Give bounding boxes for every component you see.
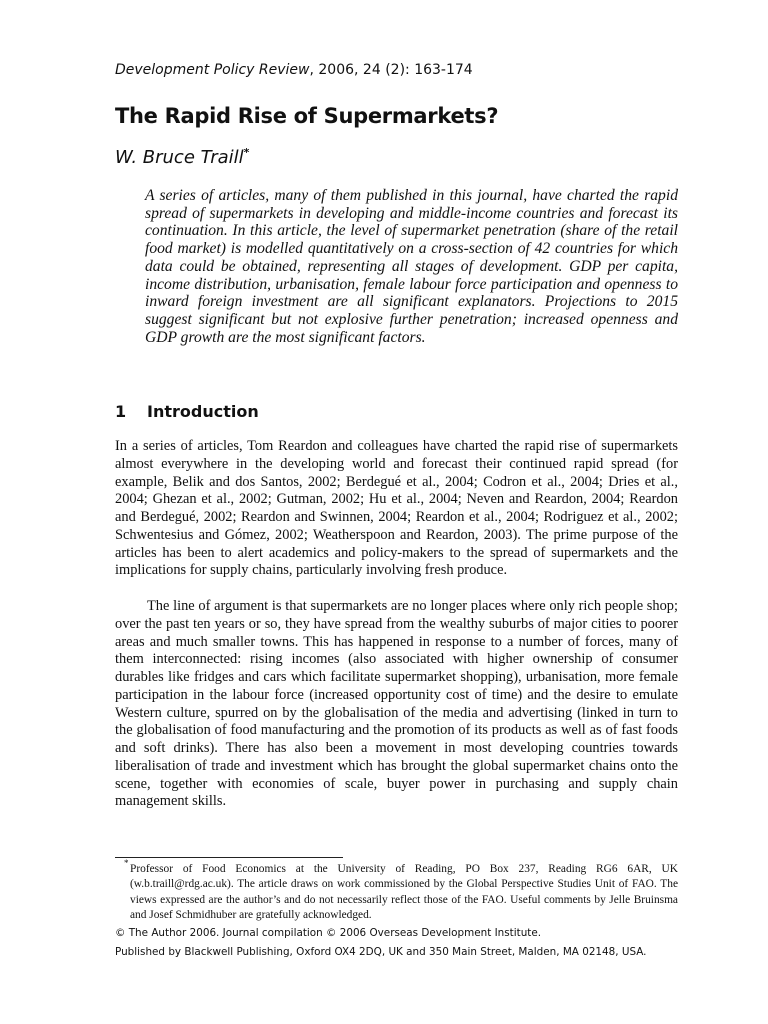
section-heading: [115, 402, 259, 421]
author-footnote-marker: *: [243, 146, 250, 159]
publisher-line: Published by Blackwell Publishing, Oxford OX4 2DQ, UK and 350 Main Street, Malden, MA 02148, USA.: [115, 946, 647, 958]
section-title: Introduction: [147, 402, 259, 421]
paragraph-1: In a series of articles, Tom Reardon and colleagues have charted the rapid rise of supermarkets almost everywhere in the developing world and forecast their continued rapid spread (for example, Belik and dos Santos, 2002; Berdegué et al., 2004; Codron et al., 2004; Dries et al., 2004; Ghezan et al., 2002; Gutman, 2002; Hu et al., 2004; Neven and Reardon, 2004; Reardon and Berdegué, 2002; Reardon and Swinnen, 2004; Reardon et al., 2004; Rodriguez et al., 2002; Schwentesius and Gómez, 2002; Weatherspoon and Reardon, 2003). The prime purpose of the articles has been to alert academics and policy-makers to the spread of supermarkets and the implications for supply chains, particularly involving fresh produce.: [115, 438, 678, 579]
copyright-line: © The Author 2006. Journal compilation © 2006 Overseas Development Institute.: [115, 927, 542, 939]
footnote-divider: [115, 857, 343, 858]
footnote-marker: *: [124, 858, 129, 868]
footnote-text: Professor of Food Economics at the University of Reading, PO Box 237, Reading RG6 6AR, UK (w.b.traill@rdg.ac.uk). The article draws on work commissioned by the Global Perspective Studies Unit of FAO. The views expressed are the author’s and do not necessarily reflect those of the FAO. Useful comments by Jelle Bruinsma and Josef Schmidhuber are gratefully acknowledged.: [130, 863, 678, 921]
abstract: A series of articles, many of them published in this journal, have charted the rapid spread of supermarkets in developing and middle-income countries and forecast its continuation. In this article, the level of supermarket penetration (share of the retail food market) is modelled quantitatively on a cross-section of 42 countries for which data could be obtained, representing all stages of development. GDP per capita, income distribution, urbanisation, female labour force participation and openness to inward foreign investment are all significant explanators. Projections to 2015 suggest significant but not explosive further penetration; increased openness and GDP growth are the most significant factors.: [145, 187, 678, 346]
journal-name: Development Policy Review: [115, 62, 310, 78]
article-title: The Rapid Rise of Supermarkets?: [115, 104, 499, 128]
author-line: [115, 146, 249, 168]
paragraph-2: The line of argument is that supermarkets are no longer places where only rich people shop; over the past ten years or so, they have spread from the wealthy suburbs of major cities to poorer areas and much smaller towns. This has happened in response to a number of forces, many of them interconnected: rising incomes (also associated with higher ownership of consumer durables like fridges and cars which facilitate supermarket shopping), urbanisation, more female participation in the labour force (increased opportunity cost of time) and the desire to emulate Western culture, spurred on by the globalisation of the media and advertising (linked in turn to the globalisation of food manufacturing and the promotion of its products as well as of fast foods and soft drinks). There has also been a movement in most developing countries towards liberalisation of trade and investment which has brought the global supermarket chains onto the scene, together with economies of scale, buyer power in purchasing and supply chain management skills.: [115, 598, 678, 810]
citation-line: [115, 62, 473, 78]
citation-details: , 2006, 24 (2): 163-174: [309, 62, 473, 78]
author-name: W. Bruce Traill: [115, 147, 244, 168]
section-number: 1: [115, 402, 127, 421]
